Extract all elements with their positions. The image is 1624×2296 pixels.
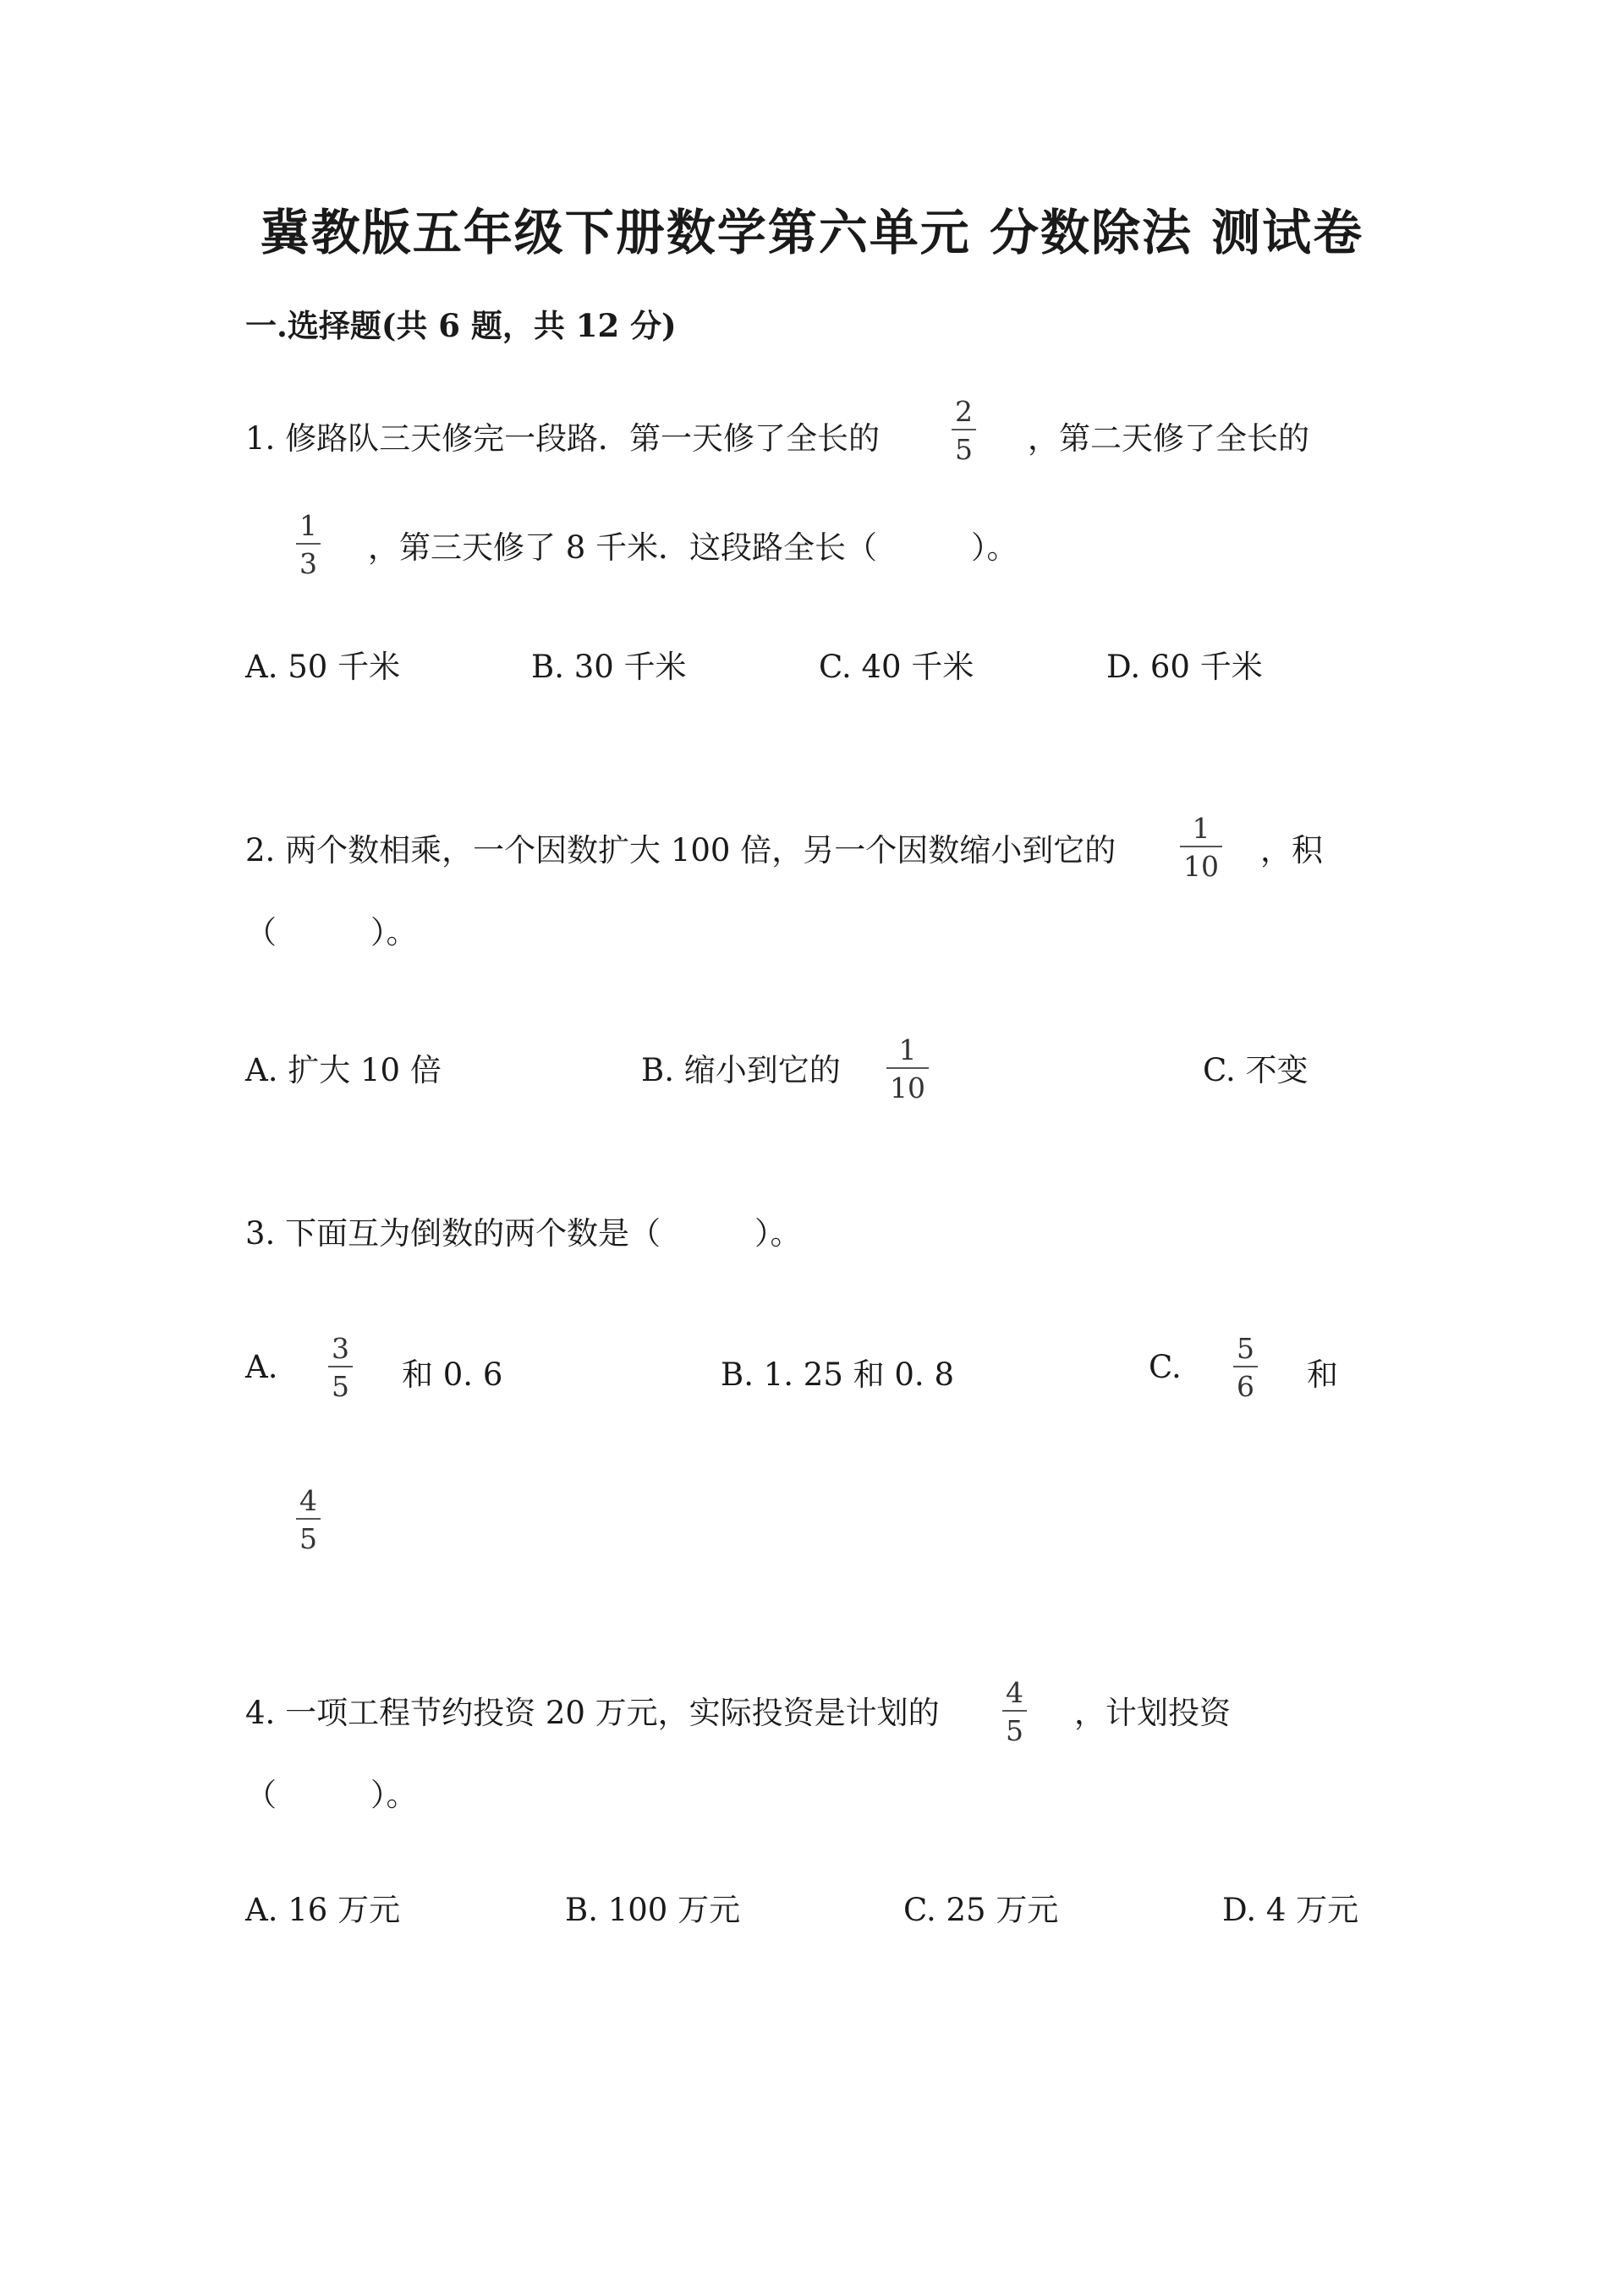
q4-text-c: （ ）。	[245, 1777, 418, 1813]
q1-option-b[interactable]: B. 30 千米	[531, 649, 687, 685]
q3-option-a-label[interactable]: A.	[245, 1349, 278, 1385]
q4-option-b[interactable]: B. 100 万元	[565, 1892, 741, 1928]
q2-text-b: ，积	[1260, 832, 1323, 869]
q4-fraction: 4 5	[1002, 1679, 1027, 1745]
q2-text-c: （ ）。	[245, 914, 418, 951]
q1-option-c[interactable]: C. 40 千米	[819, 649, 974, 685]
section-heading: 一.选择题(共 6 题，共 12 分)	[245, 307, 677, 344]
q3-option-c-text: 和	[1307, 1356, 1338, 1393]
q1-option-d[interactable]: D. 60 千米	[1106, 649, 1263, 685]
q4-text-b: ，计划投资	[1074, 1695, 1231, 1731]
q3-text: 3. 下面互为倒数的两个数是（ ）。	[245, 1215, 802, 1252]
q2-fraction: 1 10	[1180, 814, 1222, 880]
q1-fraction-1: 2 5	[952, 397, 976, 463]
q2-option-a[interactable]: A. 扩大 10 倍	[245, 1052, 442, 1088]
q3-option-c-fraction-1: 5 6	[1233, 1334, 1258, 1400]
q1-fraction-2: 1 3	[296, 512, 321, 578]
q4-option-c[interactable]: C. 25 万元	[903, 1892, 1059, 1928]
q1-text-c: ，第三天修了 8 千米．这段路全长（ ）。	[368, 529, 1018, 566]
q3-option-a-text: 和 0. 6	[402, 1356, 503, 1393]
q2-option-b[interactable]: B. 缩小到它的	[641, 1052, 841, 1088]
q2-option-c[interactable]: C. 不变	[1203, 1052, 1309, 1088]
page-title: 冀教版五年级下册数学第六单元 分数除法 测试卷	[260, 204, 1364, 261]
q4-option-d[interactable]: D. 4 万元	[1222, 1892, 1359, 1928]
q2-text-a: 2. 两个数相乘，一个因数扩大 100 倍，另一个因数缩小到它的	[245, 832, 1116, 869]
q3-option-c-fraction-2: 4 5	[296, 1487, 321, 1553]
q3-option-c-label[interactable]: C.	[1149, 1349, 1182, 1385]
q1-text-a: 1. 修路队三天修完一段路．第一天修了全长的	[245, 420, 881, 457]
q4-text-a: 4. 一项工程节约投资 20 万元，实际投资是计划的	[245, 1695, 940, 1731]
q1-text-b: ，第二天修了全长的	[1028, 420, 1309, 457]
q3-option-b[interactable]: B. 1. 25 和 0. 8	[721, 1356, 954, 1393]
q2-option-b-fraction: 1 10	[886, 1036, 929, 1102]
q1-option-a[interactable]: A. 50 千米	[245, 649, 401, 685]
q4-option-a[interactable]: A. 16 万元	[245, 1892, 401, 1928]
q3-option-a-fraction: 3 5	[328, 1334, 353, 1400]
